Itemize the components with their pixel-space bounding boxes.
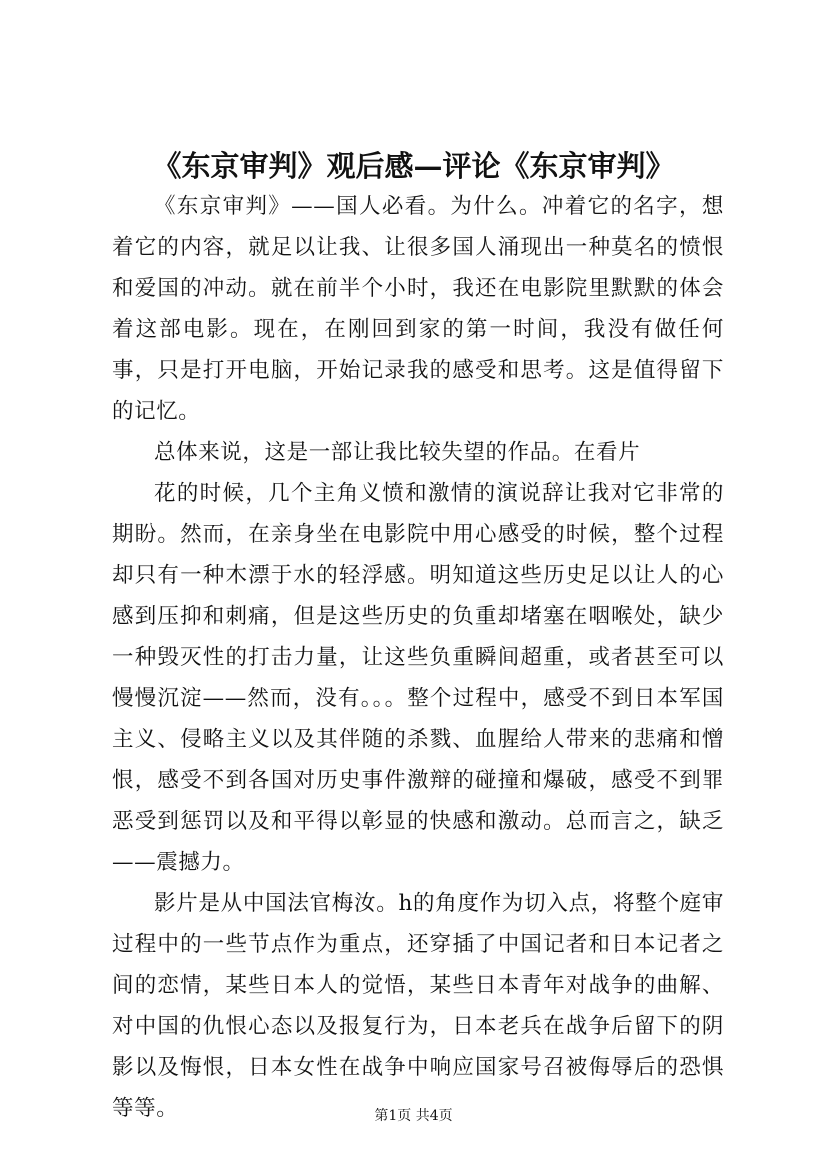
page-number-footer: 第1页 共4页 — [374, 1108, 453, 1124]
document-body — [112, 186, 724, 1129]
paragraph: 总体来说，这是一部让我比较失望的作品。在看片 — [154, 440, 641, 465]
paragraph: 影片是从中国法官梅汝。h的角度作为切入点，将整个庭审过程中的一些节点作为重点，还穿插了中国记者和日本记者之间的恋情，某些日本人的觉悟，某些日本青年对战争的曲解、对中国的仇恨心态以及报复行为，日本老兵在战争后留下的阴影以及悔恨，日本女性在战争中响应国家号召被侮辱后的恐惧等等。 — [112, 891, 724, 1121]
paragraph: 《东京审判》——国人必看。为什么。冲着它的名字，想着它的内容，就足以让我、让很多国人涌现出一种莫名的愤恨和爱国的冲动。就在前半个小时，我还在电影院里默默的体会着这部电影。现在，在刚回到家的第一时间，我没有做任何事，只是打开电脑，开始记录我的感受和思考。这是值得留下的记忆。 — [112, 194, 724, 424]
document-title: 《东京审判》观后感—评论《东京审判》 — [152, 149, 675, 183]
paragraph: 花的时候，几个主角义愤和激情的演说辞让我对它非常的期盼。然而，在亲身坐在电影院中用心感受的时候，整个过程却只有一种木漂于水的轻浮感。明知道这些历史足以让人的心感到压抑和刺痛，但是这些历史的负重却堵塞在咽喉处，缺少一种毁灭性的打击力量，让这些负重瞬间超重，或者甚至可以慢慢沉淀——然而，没有。。。整个过程中，感受不到日本军国主义、侵略主义以及其伴随的杀戮、血腥给人带来的悲痛和憎恨，感受不到各国对历史事件激辩的碰撞和爆破，感受不到罪恶受到惩罚以及和平得以彰显的快感和激动。总而言之，缺乏——震撼力。 — [112, 481, 724, 875]
